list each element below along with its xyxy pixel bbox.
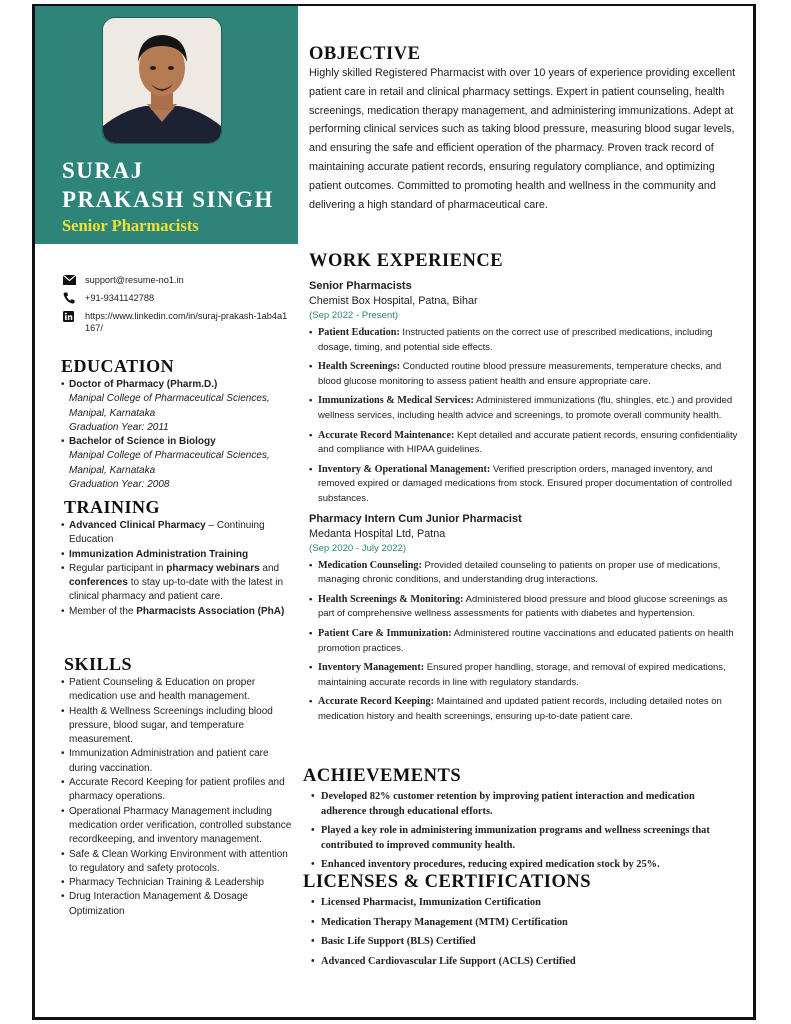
skill-item: • Health & Wellness Screenings including blood pressure, blood sugar, and temperature measurement. [61,705,293,748]
objective-section [309,44,739,214]
linkedin-icon [63,310,77,322]
skill-item: • Safe & Clean Working Environment with attention to regulatory and safety protocols. [61,848,293,877]
training-text: Regular participant in [69,562,167,574]
training-item [61,548,293,562]
bullet-text: Verified prescription orders, managed inventory, and removed expired or damaged medications from stock. Ensured proper documentation of controlled substances. [318,463,732,504]
achievements-section [303,766,741,878]
job-bullet [309,559,741,588]
training-highlight: conferences [69,577,128,589]
training-highlight: pharmacy webinars [166,562,260,574]
sidebar [35,6,298,1017]
license-item: • Medication Therapy Management (MTM) Certification [311,916,741,931]
skills-heading: SKILLS [64,654,133,674]
training-text: Member of the [69,605,137,617]
profile-photo [103,18,221,143]
achievements-heading: ACHIEVEMENTS [303,766,462,786]
education-item [61,435,293,492]
skill-item: • Accurate Record Keeping for patient profiles and pharmacy operations. [61,776,293,805]
job-bullet [309,593,741,622]
job-title: Pharmacy Intern Cum Junior Pharmacist [309,512,522,525]
education-year: Graduation Year: 2011 [69,421,169,433]
training-text: and [259,562,280,574]
bullet-label: Immunizations & Medical Services: [318,395,474,407]
skill-item: • Immunization Administration and patient care during vaccination. [61,747,293,776]
linkedin-url[interactable]: https://www.linkedin.com/in/suraj-prakash-1ab4a1167/ [85,311,288,333]
education-section [61,356,293,492]
bullet-text: Maintained and updated patient records, including detailed notes on medication history and health screenings, ensuring up-to-date patient care. [318,696,722,722]
licenses-list [303,896,741,969]
objective-text: Highly skilled Registered Pharmacist with over 10 years of experience providing excellent patient care in retail and clinical pharmacy settings. Expert in patient counseling, health screenings, medication therapy management, and administering immunizations. Adept at performing clinical services such as taking blood pressure, measuring blood sugar levels, and ensuring the safe and efficient operation of the pharmacy. Proven track record of maintaining accurate patient records, ensuring regulatory compliance, and optimizing patient outcomes. Committed to promoting health and wellness in the community and delivering a high standard of pharmaceutical care. [309,67,736,211]
job-dates: (Sep 2020 - July 2022) [309,542,407,554]
contact-phone [63,292,288,304]
job-bullets [309,559,741,725]
education-year: Graduation Year: 2008 [69,479,170,491]
job-bullet [309,326,741,355]
training-heading: TRAINING [64,497,161,517]
training-section [61,497,293,619]
training-item [61,605,293,619]
training-item [61,519,293,548]
skill-item: • Pharmacy Technician Training & Leadership [61,876,293,890]
bullet-text: Administered routine vaccinations and educated patients on health promotion practices. [318,627,734,654]
resume-page [32,4,756,1020]
skill-item: • Drug Interaction Management & Dosage Optimization [61,890,293,919]
bullet-label: Patient Care & Immunization: [318,627,452,639]
bullet-label: Inventory Management: [318,662,425,674]
training-item [61,562,293,605]
training-item-title: Immunization Administration Training [69,548,249,560]
name-last: PRAKASH SINGH [62,187,274,212]
job-company: Medanta Hospital Ltd, Patna [309,527,446,540]
job-bullet [309,627,741,656]
job-bullet [309,463,741,507]
bullet-label: Patient Education: [318,327,400,338]
bullet-text: Administered immunizations (flu, shingles, etc.) and provided wellness services, including health advice and screenings, to promote overall community health. [318,395,733,421]
skill-item: • Patient Counseling & Education on proper medication use and health management. [61,676,293,705]
achievement-item: • Enhanced inventory procedures, reducing expired medication stock by 25%. [311,858,741,873]
job-bullets [309,326,741,507]
phone-text[interactable]: +91-9341142788 [85,293,155,303]
achievement-item: • Played a key role in administering immunization programs and wellness screenings that contributed to improved community health. [311,824,741,853]
person-avatar-icon [103,18,221,143]
bullet-label: Health Screenings & Monitoring: [318,593,464,605]
education-degree: Doctor of Pharmacy (Pharm.D.) [69,379,218,390]
contact-info [63,274,288,340]
contact-linkedin [63,310,288,334]
bullet-label: Health Screenings: [318,361,401,373]
job-bullet [309,695,741,724]
job-dates: (Sep 2022 - Present) [309,310,399,321]
job-bullet [309,394,741,423]
licenses-heading: LICENSES & CERTIFICATIONS [303,872,592,892]
education-degree: Bachelor of Science in Biology [69,436,216,448]
bullet-label: Accurate Record Maintenance: [318,429,455,441]
candidate-name [62,156,274,214]
education-item [61,378,293,435]
bullet-text: Provided detailed counseling to patients on proper use of medications, managing chronic conditions, and understanding drug interactions. [318,559,721,586]
work-heading: WORK EXPERIENCE [309,251,504,271]
envelope-icon [63,274,77,286]
training-item-detail: – Continuing Education [69,520,265,546]
job-role: Senior Pharmacists [62,216,199,235]
job-title: Senior Pharmacists [309,280,412,292]
achievements-list [303,790,741,873]
licenses-section [303,872,741,974]
training-item-title: Advanced Clinical Pharmacy [69,520,206,531]
license-item: • Licensed Pharmacist, Immunization Certification [311,896,741,911]
license-item: • Advanced Cardiovascular Life Support (ACLS) Certified [311,955,741,970]
bullet-text: Ensured proper handling, storage, and removal of expired medications, maintaining accurate records in line with regulatory standards. [318,662,726,688]
education-list [61,378,293,492]
bullet-text: Conducted routine blood pressure measurements, temperature checks, and blood glucose monitoring to assess patient health and ensure appropriate care. [318,361,722,387]
bullet-text: Administered blood pressure and blood glucose screenings as part of comprehensive wellness assessments for patients with diabetes and hypertension. [318,593,728,620]
training-highlight: Pharmacists Association (PhA) [136,605,285,617]
education-school: Manipal College of Pharmaceutical Sciences, Manipal, Karnataka [69,393,270,419]
job-bullet [309,360,741,389]
job-bullet [309,429,741,458]
contact-email [63,274,288,286]
license-item: • Basic Life Support (BLS) Certified [311,935,741,950]
skill-item: • Operational Pharmacy Management including medication order verification, controlled substance recordkeeping, and inventory management. [61,805,293,848]
job-entry [309,512,741,725]
bullet-label: Accurate Record Keeping: [318,696,434,708]
name-first: SURAJ [62,158,144,183]
job-entry [309,279,741,507]
education-school: Manipal College of Pharmaceutical Sciences, Manipal, Karnataka [69,450,270,476]
bullet-label: Inventory & Operational Management: [318,463,491,475]
education-heading: EDUCATION [61,356,175,376]
skills-list [61,676,293,919]
bullet-text: Instructed patients on the correct use of prescribed medications, including dosage, timing, and potential side effects. [318,327,713,353]
job-company: Chemist Box Hospital, Patna, Bihar [309,295,478,307]
training-text: to stay up-to-date with the latest in clinical pharmacy and patient care. [69,577,284,603]
bullet-label: Medication Counseling: [318,559,422,571]
skills-section [61,654,293,919]
email-text[interactable]: support@resume-no1.in [85,275,184,285]
objective-heading: OBJECTIVE [309,44,421,64]
phone-icon [63,292,77,304]
work-experience-section [309,251,741,729]
training-list [61,519,293,619]
profile-header [35,6,298,244]
job-bullet [309,661,741,690]
bullet-text: Kept detailed and accurate patient records, ensuring confidentiality and compliance with HIPAA guidelines. [318,429,738,456]
achievement-item: • Developed 82% customer retention by improving patient interaction and medication adherence through educational efforts. [311,790,741,819]
